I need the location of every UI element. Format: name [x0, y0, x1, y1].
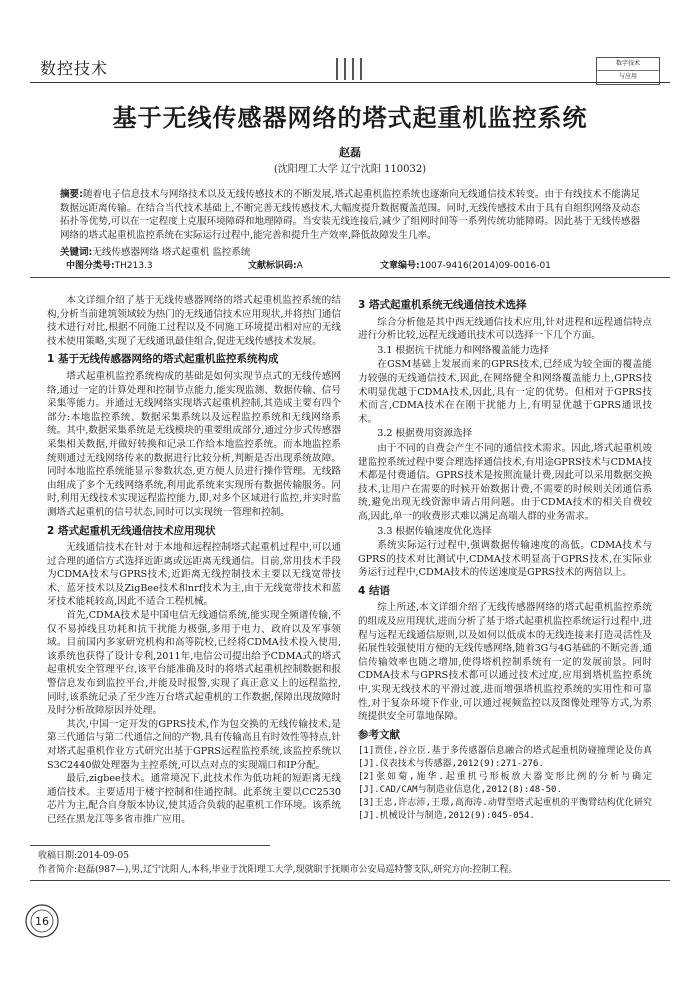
section-3-1-title: 3.1 根据抗干扰能力和网络覆盖能力选择 — [377, 344, 549, 356]
journal-logo — [596, 57, 660, 85]
intro-paragraph: 本文详细介绍了基于无线传感器网络的塔式起重机监控系统的结构,分析当前建筑领域较为热门的无线通信技术应用现状,并将热门通信技术进行对比,根据不同施工过程以及不同施工环境提出相对应的无线技术使用策略,实现了无线通讯最佳组合,促进无线传感技术发展。 — [47, 295, 341, 347]
section-2-paragraph-3: 其次,中国一定开发的GPRS技术,作为包交换的无线传输技术,是第三代通信与第二代通信之间的产物,具有传输高且有时效性等特点,针对塔式起重机作业方式研究出基于GPRS远程监控系统,该监控系统以S3C2440做处理器为主控系统,可以点对点的实现端口和IP分配。 — [47, 718, 341, 771]
section-3-3-text: 系统实际运行过程中,强调数据传输速度的高低。CDMA技术与GPRS的技术对比测试中,CDMA技术明显高于GPRS技术,在实际业务运行过程中,CDMA技术的传送速度是GPRS技术的两倍以上。 — [358, 540, 652, 579]
section-2-title: 2 塔式起重机无线通信技术应用现状 — [47, 524, 216, 537]
footnote-rule — [30, 845, 270, 846]
keywords-text: 无线传感器网络 塔式起重机 监控系统 — [92, 247, 251, 258]
clc-label: 中图分类号: — [66, 261, 115, 271]
keywords-label: 关键词: — [60, 247, 93, 258]
section-1-title: 1 基于无线传感器网络的塔式起重机监控系统构成 — [47, 353, 279, 366]
clc-value: TH213.3 — [114, 261, 153, 271]
section-2-paragraph-2: 首先,CDMA技术是中国电信无线通信系统,能实现全频谱传输,不仅不易掉线且功耗和抗干扰能力极强,多用于电力、政府以及军事领域。目前国内多家研究机构和高等院校,已经将CDMA技术投入使用,该系统也获得了设计专利,2011年,电信公司提出给予CDMA式的塔式起重机安全管理平台,该平台能准确及时的将塔式起重机控制数据和报警信息发布到监控平台,并能及时报警,实现了真正意义上的远程监控,同时,该系统记录了至少连万台塔式起重机的工作数据,保障出现故障时及时分析故障原因并处理。 — [47, 610, 341, 717]
abstract — [60, 188, 640, 242]
references-title: 参考文献 — [358, 728, 400, 741]
section-4-title: 4 结语 — [358, 584, 390, 597]
right-column — [358, 294, 652, 823]
page-number: 16 — [35, 915, 49, 928]
abstract-label: 摘要: — [60, 189, 83, 200]
left-column — [47, 294, 341, 825]
article-number-label: 文章编号: — [380, 261, 420, 271]
clc-number — [66, 258, 153, 271]
article-number — [380, 258, 551, 271]
section-1-text: 塔式起重机监控系统构成的基础是如何实现节点式的无线传感网络,通过一定的计算处理和控制节点能力,能实现监测、数据传输、信号采集等能力。并通过无线网络实现塔式起重机控制,其造成主要有四个部分:本地监控系统、数据采集系统以及远程监控系统和无线网络系统。其中,数据采集系统是无线模块的重要组成部分,通过分步式传感器采集相关数据,并做好转换和记录工作给本地监控系统。而本地监控系统则通过无线网络传来的数据进行比较分析,判断是否出现系统故障。同时本地监控系统能显示参数状态,更方便人员进行操作管理。无线路由组成了多个无线网络系统,利用此系统来实现所有数据传输服务。同时,利用无线技术实现远程监控能力,即,对多个区域进行监控,并实时监测塔式起重机的信号状态,同时可以实现统一管理和控制。 — [47, 370, 341, 518]
section-3-1-text: 在GSM基础上发展而来的GPRS技术,已经成为较全面的覆盖能力较强的无线通信技术,因此,在网络健全和网络覆盖能力上,GPRS技术明显优越于CDMA技术,因此,具有一定的优势。但相对于GPRS技术而言,CDMA技术在在刚干扰能力上,有明显优越于GPRS通讯技术。 — [358, 359, 652, 425]
doc-code-label: 文献标识码: — [248, 261, 297, 271]
doc-code — [248, 258, 303, 271]
affiliation: (沈阳理工大学 辽宁沈阳 110032) — [273, 164, 427, 175]
article-title: 基于无线传感器网络的塔式起重机监控系统 — [112, 104, 588, 132]
header-rule — [30, 82, 670, 83]
section-3-2-title: 3.2 根据费用资源选择 — [377, 428, 473, 440]
header-bars-decoration — [336, 58, 362, 80]
abstract-rule — [30, 277, 670, 278]
section-3-2-text: 由于不同的自费会产生不同的通信技术需求。因此,塔式起重机竣建监控系统过程中要合理选择通信技术,有用途GPRS技术与CDMA技术都是付费通信。GPRS技术是按照流量计费,因此可以采用数据交换技术,让用户在需要的时候开始数据计费,不需要的时候则关闭通信系统,避免出现无线资源申请占用问题。由于CDMA技术的相关自费较高,因此,单一的收费形式难以满足高端人群的业务需求。 — [358, 442, 652, 522]
doc-code-value: A — [296, 261, 303, 271]
reference-item: [2]张如菊,施华.起重机弓形板放大器变形比例的分析与确定[J].CAD/CAM与制造业信息化,2012(8):48-50. — [358, 772, 652, 796]
footer-rule — [30, 880, 670, 881]
section-3-title: 3 塔式起重机系统无线通信技术选择 — [358, 299, 527, 311]
article-number-value: 1007-9416(2014)09-0016-01 — [419, 261, 551, 271]
journal-section-label: 数控技术 — [40, 59, 109, 78]
section-3-3-title: 3.3 根据传输速度优化选择 — [377, 525, 492, 537]
author: 赵磊 — [339, 146, 361, 159]
reference-item: [3]王忠,许志沛,王璟,高海涛.动臂型塔式起重机的平衡臂结构优化研究[J].机械设计与制造,2012(9):045-054. — [358, 798, 652, 822]
section-2-paragraph-1: 无线通信技术在针对于本地和远程控制塔式起重机过程中,可以通过合理的通信方式选择近距离或远距离无线通信。目前,常用技术手段为CDMA技术与GPRS技术,近距离无线控制技术主要以无线宽带技术、蓝牙技术以及ZigBee技术和nrf技术为主,由于无线宽带技术和蓝牙技术能耗较高,因此不适合工程机械。 — [47, 542, 341, 608]
section-2-paragraph-4: 最后,zigbee技术。通常境况下,此技术作为低功耗的短距离无线通信技术。主要适用于楼宇控制和佳通控制。此系统主要以CC2530芯片为主,配合自身版本协议,使其适合负载的起重机工作环境。该系统已经在黑龙江等多省市推广应用。 — [47, 773, 341, 825]
reference-item: [1]贾佳,谷立臣.基于多传感器信息融合的塔式起重机防碰撞理论及仿真[J].仪表技术与传感器,2012(9):271-276. — [358, 746, 652, 770]
journal-logo-line1: 数字技术 — [597, 58, 659, 71]
section-3-intro: 综合分析他是其中西无线通信技术应用,针对进程和远程通信特点进行分析比较,远程无线通讯技术可以选择一下几个方面。 — [358, 316, 652, 342]
keywords — [60, 244, 250, 258]
section-4-text: 综上所述,本文详细介绍了无线传感器网络的塔式起重机监控系统的组成及应用现状,进而分析了基于塔式起重机监控系统运行过程中,进程与远程无线通信原则,以及如何以低成本的无线连接来打造灵活性及拓展性较强使用方便的无线传感网络,随着3G与4G基础的不断完善,通信传输效率也随之增加,使得塔机控制系统有一定的发展前景。同时CDMA技术与GPRS技术都可以通过技术过度,应用到塔机监控系统中,实现无线技术的平滑过渡,进而增强塔机监控系统的实用性和可靠性,对于复杂环境下作业,可以通过视频监控以及图像处理等方式,为系统提供安全可靠地保障。 — [358, 602, 652, 723]
received-date: 收稿日期:2014-09-05 — [38, 851, 129, 861]
journal-logo-line2: 与应用 — [618, 73, 637, 80]
abstract-text: 随着电子信息技术与网络技术以及无线传感技术的不断发展,塔式起重机监控系统也逐渐向无线通信技术转变。由于有线技术不能满足数据远距离传输。在结合当代技术基础上,不断完善无线传感技术,大幅度提升数据覆盖范围。同时,无线传感技术由于具有自组织网络及动态拓扑等优势,可以在一定程度上克服环境障碍和地理障碍。当安装无线连接后,减少了组网时间等一系列传统功能障碍。因此基于无线传感器网络的塔式起重机监控系统在实际运行过程中,能完善和提升生产效率,降低故障发生几率。 — [60, 189, 640, 241]
author-bio: 作者简介:赵磊(987—),男,辽宁沈阳人,本科,毕业于沈阳理工大学,现就职于抚顺市公安局巡特警支队,研究方向:控制工程。 — [38, 865, 518, 875]
